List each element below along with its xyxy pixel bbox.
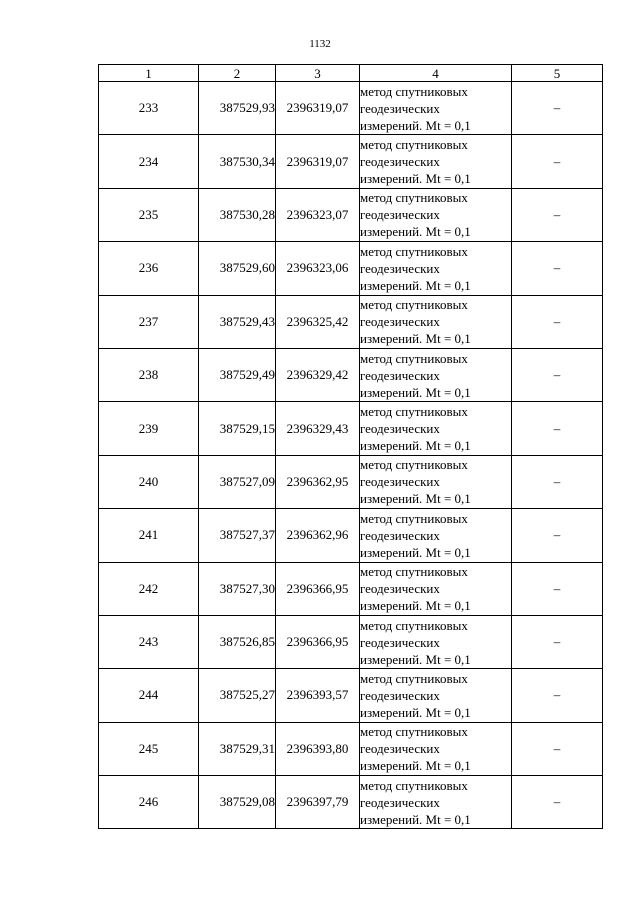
coordinate-x: 387529,31 [199, 722, 276, 775]
coordinate-x: 387530,28 [199, 188, 276, 241]
point-number: 241 [99, 509, 199, 562]
method-line: метод спутниковых [360, 510, 468, 526]
method-line: геодезических [360, 367, 440, 383]
coordinate-y: 2396362,95 [276, 455, 360, 508]
page-number: 1132 [309, 38, 331, 50]
coordinate-x: 387526,85 [199, 615, 276, 668]
method-line: измерений. Mt = 0,1 [360, 544, 471, 560]
method-cell [360, 135, 512, 188]
table-row [99, 669, 603, 722]
method-line: геодезических [360, 421, 440, 437]
point-number: 242 [99, 562, 199, 615]
method-cell [360, 402, 512, 455]
method-line: геодезических [360, 154, 440, 170]
method-line: измерений. Mt = 0,1 [360, 758, 471, 774]
method-cell [360, 82, 512, 135]
point-number: 235 [99, 188, 199, 241]
method-line: метод спутниковых [360, 670, 468, 686]
method-line: метод спутниковых [360, 457, 468, 473]
note-cell: – [512, 615, 603, 668]
note-cell: – [512, 188, 603, 241]
note-cell: – [512, 402, 603, 455]
coordinate-x: 387529,43 [199, 295, 276, 348]
coordinate-y: 2396329,42 [276, 348, 360, 401]
method-line: геодезических [360, 207, 440, 223]
method-line: измерений. Mt = 0,1 [360, 491, 471, 507]
column-header: 4 [360, 65, 512, 82]
coordinate-y: 2396366,95 [276, 562, 360, 615]
column-header: 3 [276, 65, 360, 82]
method-cell [360, 242, 512, 295]
method-line: метод спутниковых [360, 297, 468, 313]
coordinate-x: 387529,93 [199, 82, 276, 135]
table-row [99, 776, 603, 829]
coordinate-y: 2396325,42 [276, 295, 360, 348]
table-body [99, 82, 603, 829]
point-number: 234 [99, 135, 199, 188]
note-cell: – [512, 242, 603, 295]
note-cell: – [512, 669, 603, 722]
coordinate-x: 387529,15 [199, 402, 276, 455]
coordinate-x: 387529,08 [199, 776, 276, 829]
table-row [99, 348, 603, 401]
column-header: 1 [99, 65, 199, 82]
method-line: измерений. Mt = 0,1 [360, 117, 471, 133]
note-cell: – [512, 562, 603, 615]
method-line: метод спутниковых [360, 777, 468, 793]
method-line: измерений. Mt = 0,1 [360, 331, 471, 347]
method-line: измерений. Mt = 0,1 [360, 224, 471, 240]
table-row [99, 242, 603, 295]
table-row [99, 722, 603, 775]
point-number: 246 [99, 776, 199, 829]
note-cell: – [512, 776, 603, 829]
method-line: геодезических [360, 100, 440, 116]
note-cell: – [512, 722, 603, 775]
coordinate-y: 2396393,57 [276, 669, 360, 722]
note-cell: – [512, 82, 603, 135]
point-number: 240 [99, 455, 199, 508]
point-number: 233 [99, 82, 199, 135]
coordinate-y: 2396319,07 [276, 135, 360, 188]
table-row [99, 562, 603, 615]
coordinate-x: 387529,60 [199, 242, 276, 295]
coordinate-y: 2396323,06 [276, 242, 360, 295]
method-line: метод спутниковых [360, 190, 468, 206]
method-line: измерений. Mt = 0,1 [360, 277, 471, 293]
method-line: измерений. Mt = 0,1 [360, 704, 471, 720]
method-line: геодезических [360, 527, 440, 543]
method-line: метод спутниковых [360, 243, 468, 259]
point-number: 236 [99, 242, 199, 295]
method-line: метод спутниковых [360, 350, 468, 366]
table-row [99, 509, 603, 562]
method-cell [360, 615, 512, 668]
coordinate-y: 2396319,07 [276, 82, 360, 135]
note-cell: – [512, 135, 603, 188]
method-line: геодезических [360, 260, 440, 276]
method-cell [360, 509, 512, 562]
point-number: 244 [99, 669, 199, 722]
coordinates-table [98, 64, 603, 829]
method-line: измерений. Mt = 0,1 [360, 384, 471, 400]
coordinate-x: 387525,27 [199, 669, 276, 722]
table-row [99, 455, 603, 508]
coordinate-y: 2396323,07 [276, 188, 360, 241]
coordinate-x: 387527,37 [199, 509, 276, 562]
point-number: 237 [99, 295, 199, 348]
method-line: измерений. Mt = 0,1 [360, 651, 471, 667]
method-line: геодезических [360, 314, 440, 330]
method-cell [360, 188, 512, 241]
table-row [99, 295, 603, 348]
method-cell [360, 348, 512, 401]
method-line: геодезических [360, 581, 440, 597]
method-line: измерений. Mt = 0,1 [360, 811, 471, 827]
method-line: метод спутниковых [360, 137, 468, 153]
point-number: 245 [99, 722, 199, 775]
point-number: 239 [99, 402, 199, 455]
table-row [99, 188, 603, 241]
coordinate-x: 387527,30 [199, 562, 276, 615]
coordinate-x: 387529,49 [199, 348, 276, 401]
method-line: метод спутниковых [360, 83, 468, 99]
method-line: геодезических [360, 474, 440, 490]
method-line: метод спутниковых [360, 724, 468, 740]
table-row [99, 135, 603, 188]
column-header: 5 [512, 65, 603, 82]
table-row [99, 615, 603, 668]
method-line: геодезических [360, 741, 440, 757]
coordinate-x: 387530,34 [199, 135, 276, 188]
point-number: 238 [99, 348, 199, 401]
method-line: геодезических [360, 794, 440, 810]
method-line: метод спутниковых [360, 564, 468, 580]
method-cell [360, 295, 512, 348]
method-line: геодезических [360, 634, 440, 650]
method-cell [360, 455, 512, 508]
method-cell [360, 776, 512, 829]
method-line: измерений. Mt = 0,1 [360, 171, 471, 187]
method-cell [360, 562, 512, 615]
method-cell [360, 669, 512, 722]
column-header: 2 [199, 65, 276, 82]
coordinate-y: 2396329,43 [276, 402, 360, 455]
note-cell: – [512, 348, 603, 401]
method-line: геодезических [360, 687, 440, 703]
note-cell: – [512, 509, 603, 562]
method-line: метод спутниковых [360, 404, 468, 420]
table-row [99, 402, 603, 455]
note-cell: – [512, 295, 603, 348]
method-line: метод спутниковых [360, 617, 468, 633]
method-cell [360, 722, 512, 775]
table-header-row [99, 65, 603, 82]
point-number: 243 [99, 615, 199, 668]
coordinate-y: 2396366,95 [276, 615, 360, 668]
method-line: измерений. Mt = 0,1 [360, 438, 471, 454]
coordinate-y: 2396393,80 [276, 722, 360, 775]
table-row [99, 82, 603, 135]
coordinate-y: 2396362,96 [276, 509, 360, 562]
note-cell: – [512, 455, 603, 508]
coordinate-y: 2396397,79 [276, 776, 360, 829]
coordinate-x: 387527,09 [199, 455, 276, 508]
method-line: измерений. Mt = 0,1 [360, 598, 471, 614]
